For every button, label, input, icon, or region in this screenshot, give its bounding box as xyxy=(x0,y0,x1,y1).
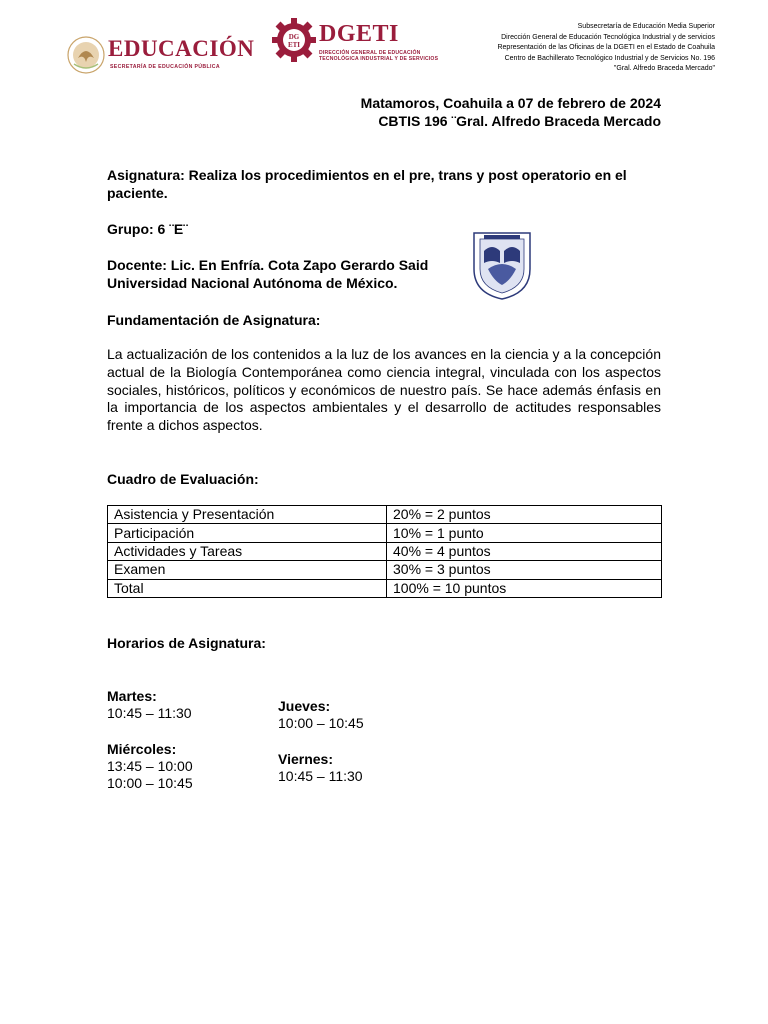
schedule-time: 10:45 – 11:30 xyxy=(278,768,363,784)
table-cell: Examen xyxy=(108,561,387,579)
dgeti-gear-icon xyxy=(272,18,316,62)
educacion-logo xyxy=(66,34,256,78)
header-line: Centro de Bachillerato Tecnológico Industrial y de Servicios No. 196 xyxy=(504,54,715,62)
table-cell: Participación xyxy=(108,524,387,542)
header-line: Dirección General de Educación Tecnológica Industrial y de servicios xyxy=(501,33,715,41)
table-cell: Total xyxy=(108,579,387,597)
table-cell: Asistencia y Presentación xyxy=(108,506,387,524)
table-row xyxy=(108,561,662,579)
unam-seal-icon xyxy=(470,229,534,301)
schedule-day: Martes: xyxy=(107,688,157,704)
header-line: "Gral. Alfredo Braceda Mercado" xyxy=(613,65,715,73)
schedule-time: 10:00 – 10:45 xyxy=(107,775,193,791)
educacion-subtitle: SECRETARÍA DE EDUCACIÓN PÚBLICA xyxy=(110,64,220,70)
place-date-block xyxy=(241,94,661,130)
schedule-day: Miércoles: xyxy=(107,741,177,757)
university: Universidad Nacional Autónoma de México. xyxy=(107,275,398,291)
table-cell: 10% = 1 punto xyxy=(387,524,662,542)
schedule-time: 10:45 – 11:30 xyxy=(107,705,192,721)
table-cell: 40% = 4 puntos xyxy=(387,542,662,560)
svg-text:DG: DG xyxy=(288,33,300,41)
table-cell: 20% = 2 puntos xyxy=(387,506,662,524)
table-cell: 100% = 10 puntos xyxy=(387,579,662,597)
educacion-wordmark: EDUCACIÓN xyxy=(108,36,255,61)
schedule-time: 13:45 – 10:00 xyxy=(107,758,193,774)
header-line: Representación de las Oficinas de la DGETI en el Estado de Coahuila xyxy=(497,44,715,52)
svg-text:ETI: ETI xyxy=(287,41,301,49)
table-row xyxy=(108,524,662,542)
schedule-viernes xyxy=(278,751,363,785)
dgeti-subtitle: DIRECCIÓN GENERAL DE EDUCACIÓN TECNOLÓGICA INDUSTRIAL Y DE SERVICIOS xyxy=(319,50,439,62)
header-line: Subsecretaría de Educación Media Superior xyxy=(577,23,715,30)
teacher-block xyxy=(107,256,661,292)
evaluation-heading: Cuadro de Evaluación: xyxy=(107,471,259,487)
table-row xyxy=(108,506,662,524)
evaluation-table xyxy=(107,505,662,598)
table-row xyxy=(108,579,662,597)
teacher: Docente: Lic. En Enfría. Cota Zapo Gerardo Said xyxy=(107,257,429,273)
table-cell: 30% = 3 puntos xyxy=(387,561,662,579)
dgeti-wordmark: DGETI xyxy=(319,21,399,47)
table-cell: Actividades y Tareas xyxy=(108,542,387,560)
schedule-heading: Horarios de Asignatura: xyxy=(107,635,266,651)
schedule-time: 10:00 – 10:45 xyxy=(278,715,364,731)
schedule-day: Viernes: xyxy=(278,751,333,767)
mexico-eagle-emblem-icon xyxy=(66,34,106,76)
subject: Asignatura: Realiza los procedimientos en el pre, trans y post operatorio en el paciente. xyxy=(107,167,627,201)
institution-header xyxy=(415,22,715,75)
place-date: Matamoros, Coahuila a 07 de febrero de 2024 xyxy=(360,95,661,111)
fundamentacion-heading: Fundamentación de Asignatura: xyxy=(107,312,321,328)
school-name: CBTIS 196 ¨Gral. Alfredo Braceda Mercado xyxy=(378,113,661,129)
group: Grupo: 6 ¨E¨ xyxy=(107,221,188,237)
schedule-martes xyxy=(107,688,192,722)
schedule-jueves xyxy=(278,698,364,732)
fundamentacion-text: La actualización de los contenidos a la luz de los avances en la ciencia y a la concepción actual de la Biología Contemporánea como ciencia integral, vinculada con los aspectos sociales, históricos, políticos y económicos de nuestro país. Se hace además énfasis en la importancia de los aspectos ambientales y el desarrollo de actitudes responsables frente a dichos aspectos. xyxy=(107,346,661,434)
schedule-miercoles xyxy=(107,741,193,792)
table-row xyxy=(108,542,662,560)
schedule-day: Jueves: xyxy=(278,698,331,714)
